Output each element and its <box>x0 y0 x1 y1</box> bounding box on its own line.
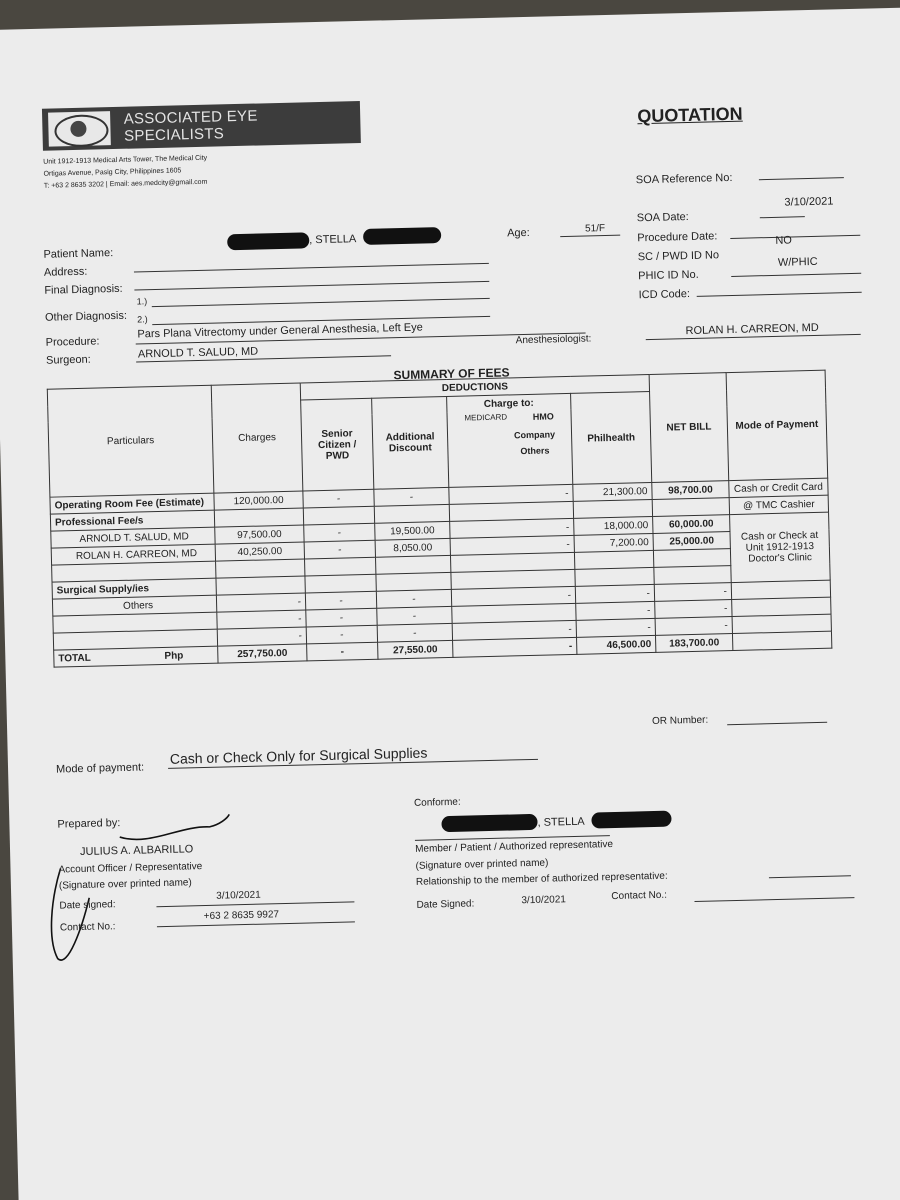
patient-name-visible: , STELLA <box>309 233 357 247</box>
row-charges: 97,500.00 <box>215 525 304 544</box>
other-diagnosis-label: Other Diagnosis: <box>44 309 128 324</box>
row-net-bill: - <box>654 583 731 602</box>
redacted-surname <box>227 232 309 250</box>
anesthesiologist-label: Anesthesiologist: <box>515 333 592 347</box>
row-philhealth: - <box>575 584 654 603</box>
conforme-date-value: 3/10/2021 <box>521 894 567 907</box>
row-additional: - <box>377 623 452 642</box>
row-net-bill: 98,700.00 <box>652 481 729 500</box>
header-charge-to: Charge to: <box>447 393 571 413</box>
conforme-name-visible: , STELLA <box>537 815 585 829</box>
redacted-name <box>363 227 441 245</box>
soa-date-label: SOA Date: <box>636 210 689 225</box>
mode-of-payment-value: Cash or Check Only for Surgical Supplies <box>169 744 428 767</box>
total-charges: 257,750.00 <box>218 644 307 663</box>
header-deductions: DEDUCTIONS <box>300 374 649 400</box>
prepared-contact-value: +63 2 8635 9927 <box>203 909 280 923</box>
company-address-2: Ortigas Avenue, Pasig City, Philippines 1605 <box>43 167 182 178</box>
total-additional: 27,550.00 <box>378 640 453 659</box>
row-net-bill: - <box>655 600 732 619</box>
row-particulars: Surgical Supply/ies <box>52 578 216 599</box>
total-philhealth: 46,500.00 <box>577 635 656 654</box>
phic-value: W/PHIC <box>777 255 818 269</box>
row-senior: - <box>306 608 377 627</box>
prepared-contact-label: Contact No.: <box>59 921 116 934</box>
mode-of-payment-label: Mode of payment: <box>55 761 145 776</box>
row-senior: - <box>306 625 377 644</box>
other-dx-1-line <box>152 298 490 307</box>
prepared-date-label: Date signed: <box>59 899 116 912</box>
header-net-bill: NET BILL <box>649 373 729 483</box>
row-charges: 120,000.00 <box>214 491 303 510</box>
total-net-bill: 183,700.00 <box>655 634 732 653</box>
surgeon-label: Surgeon: <box>45 353 91 367</box>
procedure-date-line <box>730 235 860 239</box>
other-dx-2: 2.) <box>136 314 148 325</box>
surgeon-value: ARNOLD T. SALUD, MD <box>137 345 259 361</box>
row-particulars: Operating Room Fee (Estimate) <box>50 493 214 514</box>
age-value: 51/F <box>584 223 606 235</box>
company-label: Company <box>513 429 556 441</box>
total-currency: Php <box>164 649 184 662</box>
soa-date-value: 3/10/2021 <box>784 195 834 209</box>
age-label: Age: <box>506 226 530 240</box>
soa-reference-line <box>759 177 844 180</box>
row-particulars: ARNOLD T. SALUD, MD <box>51 527 215 548</box>
quotation-document <box>0 7 900 1200</box>
icd-code-line <box>697 292 862 297</box>
phic-line <box>731 273 861 277</box>
prepared-by-title: Account Officer / Representative <box>58 861 203 876</box>
row-philhealth: - <box>576 601 655 620</box>
mode-clinic: Cash or Check at Unit 1912-1913 Doctor's Clinic <box>730 512 831 582</box>
sc-pwd-label: SC / PWD ID No <box>637 249 720 264</box>
total-label-cell <box>54 646 218 667</box>
final-diagnosis-line <box>134 281 489 291</box>
conforme-contact-line <box>694 897 854 902</box>
prepared-by-note: (Signature over printed name) <box>58 877 192 892</box>
row-additional: - <box>376 589 451 608</box>
conforme-date-label: Date Signed: <box>416 898 475 911</box>
row-additional: - <box>377 606 452 625</box>
company-address-1: Unit 1912-1913 Medical Arts Tower, The Medical City <box>43 154 208 166</box>
header-particulars: Particulars <box>47 385 214 497</box>
row-additional: 19,500.00 <box>375 521 450 540</box>
procedure-date-label: Procedure Date: <box>637 230 718 245</box>
row-charges: 40,250.00 <box>215 542 304 561</box>
medicard-label: MEDICARD <box>464 412 508 423</box>
soa-reference-label: SOA Reference No: <box>635 171 733 187</box>
company-logo <box>42 101 361 151</box>
patient-name-label: Patient Name: <box>43 247 114 261</box>
address-label: Address: <box>43 265 88 279</box>
total-senior: - <box>307 642 378 661</box>
header-senior: Senior Citizen / PWD <box>301 398 374 491</box>
row-charges: - <box>216 593 305 612</box>
mode-tmc-cashier: @ TMC Cashier <box>729 495 828 514</box>
anesthesiologist-value: ROLAN H. CARREON, MD <box>685 321 819 338</box>
row-charge-to: - <box>451 586 575 606</box>
other-dx-1: 1.) <box>136 296 148 307</box>
total-charge-to: - <box>453 637 577 657</box>
sc-pwd-value: NO <box>775 234 793 247</box>
phic-label: PHIC ID No. <box>638 268 699 283</box>
row-additional: 8,050.00 <box>375 538 450 557</box>
row-net-bill: 60,000.00 <box>653 515 730 534</box>
hmo-label: HMO <box>532 411 554 422</box>
redacted-conforme-surname <box>441 814 537 832</box>
row-senior: - <box>305 591 376 610</box>
row-charge-to: - <box>452 620 576 640</box>
company-name: ASSOCIATED EYE SPECIALISTS <box>123 107 258 145</box>
soa-date-line <box>760 216 805 218</box>
eye-logo-icon <box>48 111 110 146</box>
total-label: TOTAL <box>58 652 91 665</box>
row-philhealth: 18,000.00 <box>574 516 653 535</box>
final-diagnosis-label: Final Diagnosis: <box>44 282 123 297</box>
row-philhealth: - <box>576 618 655 637</box>
procedure-label: Procedure: <box>45 335 100 349</box>
row-charges: - <box>217 610 306 629</box>
row-senior: - <box>303 489 374 508</box>
row-particulars: ROLAN H. CARREON, MD <box>51 544 215 565</box>
row-net-bill: - <box>655 617 732 636</box>
header-mode: Mode of Payment <box>726 370 828 480</box>
charge-to-options <box>447 410 573 488</box>
row-senior: - <box>304 523 375 542</box>
header-philhealth: Philhealth <box>571 391 652 484</box>
redacted-conforme-name <box>591 811 671 829</box>
or-number-line <box>727 722 827 725</box>
row-particulars: Others <box>52 595 216 616</box>
header-charges: Charges <box>211 383 303 493</box>
prepared-by-label: Prepared by: <box>57 817 121 831</box>
age-line <box>560 235 620 237</box>
relationship-line <box>769 875 851 878</box>
conforme-label: Conforme: <box>413 796 461 809</box>
company-contact: T: +63 2 8635 3202 | Email: aes.medcity@gmail.com <box>43 178 208 190</box>
row-net-bill: 25,000.00 <box>653 532 730 551</box>
row-charge-to: - <box>450 535 574 555</box>
or-number-label: OR Number: <box>651 714 709 728</box>
conforme-note: (Signature over printed name) <box>415 857 549 872</box>
header-additional: Additional Discount <box>372 396 449 489</box>
prepared-date-value: 3/10/2021 <box>216 889 261 902</box>
summary-title: SUMMARY OF FEES <box>393 365 510 383</box>
address-line <box>134 263 489 273</box>
fees-table <box>47 370 833 668</box>
conforme-title: Member / Patient / Authorized representative <box>415 839 614 855</box>
procedure-value: Pars Plana Vitrectomy under General Anesthesia, Left Eye <box>137 321 423 341</box>
others-label: Others <box>520 445 550 457</box>
relationship-label: Relationship to the member of authorized representative: <box>415 870 668 888</box>
row-philhealth: 7,200.00 <box>574 533 653 552</box>
icd-code-label: ICD Code: <box>638 287 691 302</box>
row-philhealth: 21,300.00 <box>573 482 652 501</box>
mode-cash-credit: Cash or Credit Card <box>729 478 828 497</box>
document-title: QUOTATION <box>637 103 743 127</box>
row-charge-to: - <box>450 518 574 538</box>
row-charges: - <box>217 627 306 646</box>
conforme-contact-label: Contact No.: <box>611 889 668 903</box>
row-additional: - <box>374 487 449 506</box>
prepared-by-name: JULIUS A. ALBARILLO <box>79 843 194 859</box>
row-charge-to: - <box>449 484 573 504</box>
row-particulars: Professional Fee/s <box>50 510 214 531</box>
row-senior: - <box>304 540 375 559</box>
